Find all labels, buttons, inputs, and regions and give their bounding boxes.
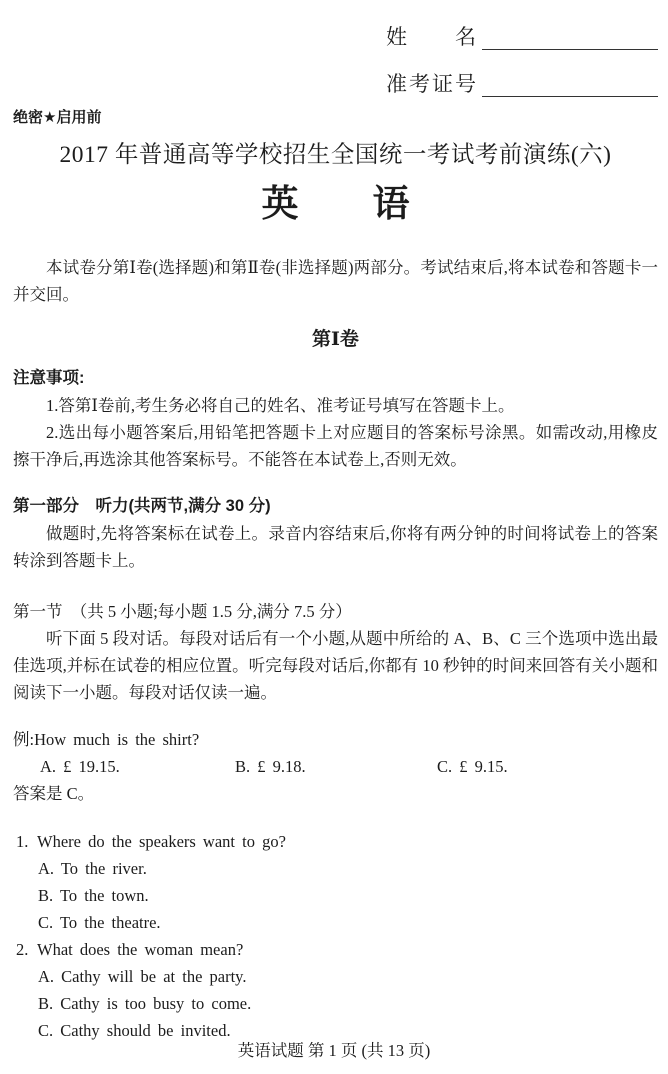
notice-item-1: 1.答第Ⅰ卷前,考生务必将自己的姓名、准考证号填写在答题卡上。: [46, 395, 515, 415]
example-options-row: [13, 753, 658, 780]
section1-subsection-heading: 第一节 （共 5 小题;每小题 1.5 分,满分 7.5 分）: [13, 601, 352, 621]
question-1-option-b: B. To the town.: [38, 885, 149, 905]
ticket-number-label: 准考证号: [386, 72, 478, 96]
name-label: 姓 名: [386, 25, 478, 49]
ticket-blank-line: [482, 58, 658, 97]
question-list: [13, 828, 658, 1044]
ticket-field-row: [386, 59, 658, 97]
example-option-c: C. £ 9.15.: [437, 756, 508, 776]
section1-intro: 做题时,先将答案标在试卷上。录音内容结束后,你将有两分钟的时间将试卷上的答案转涂到答题卡上。: [13, 523, 658, 570]
question-2: [13, 936, 658, 963]
question-2-option-c: C. Cathy should be invited.: [38, 1020, 231, 1040]
page-footer: 英语试题 第 1 页 (共 13 页): [237, 1041, 431, 1060]
example-answer: 答案是 C。: [13, 783, 95, 803]
question-2-number: 2.: [16, 939, 29, 959]
name-blank-line: [482, 11, 658, 50]
section1-heading: 第一部分 听力(共两节,满分 30 分): [13, 496, 271, 515]
notice-item-2: 2.选出每小题答案后,用铅笔把答题卡上对应题目的答案标号涂黑。如需改动,用橡皮擦干净后,再选涂其他答案标号。不能答在本试卷上,否则无效。: [13, 422, 658, 469]
section1-subsection-intro: 听下面 5 段对话。每段对话后有一个小题,从题中所给的 A、B、C 三个选项中选出最佳选项,并标在试卷的相应位置。听完每段对话后,你都有 10 秒钟的时间来回答有关小题和阅读下一小题。每段对话仅读一遍。: [13, 628, 658, 702]
example-block: [13, 726, 658, 807]
name-field-row: [386, 12, 658, 50]
subject-title: 英 语: [261, 183, 410, 224]
question-2-option-b: B. Cathy is too busy to come.: [38, 993, 252, 1013]
question-1-option-a: A. To the river.: [38, 858, 147, 878]
question-2-text: What does the woman mean?: [37, 939, 244, 959]
part1-heading: 第Ⅰ卷: [312, 328, 359, 350]
exam-title: 2017 年普通高等学校招生全国统一考试考前演练(六): [59, 142, 612, 168]
question-1-text: Where do the speakers want to go?: [37, 831, 286, 851]
example-option-b: B. £ 9.18.: [235, 756, 306, 776]
question-2-option-a: A. Cathy will be at the party.: [38, 966, 247, 986]
question-1-number: 1.: [16, 831, 29, 851]
example-prompt: 例:How much is the shirt?: [13, 729, 200, 749]
notice-heading: 注意事项:: [13, 368, 85, 387]
intro-paragraph: 本试卷分第Ⅰ卷(选择题)和第Ⅱ卷(非选择题)两部分。考试结束后,将本试卷和答题卡一并交回。: [13, 257, 658, 304]
example-option-a: A. £ 19.15.: [40, 756, 120, 776]
question-1-option-c: C. To the theatre.: [38, 912, 161, 932]
question-1: [13, 828, 658, 855]
header-fields: [386, 12, 658, 97]
secrecy-notice: 绝密★启用前: [13, 109, 102, 126]
